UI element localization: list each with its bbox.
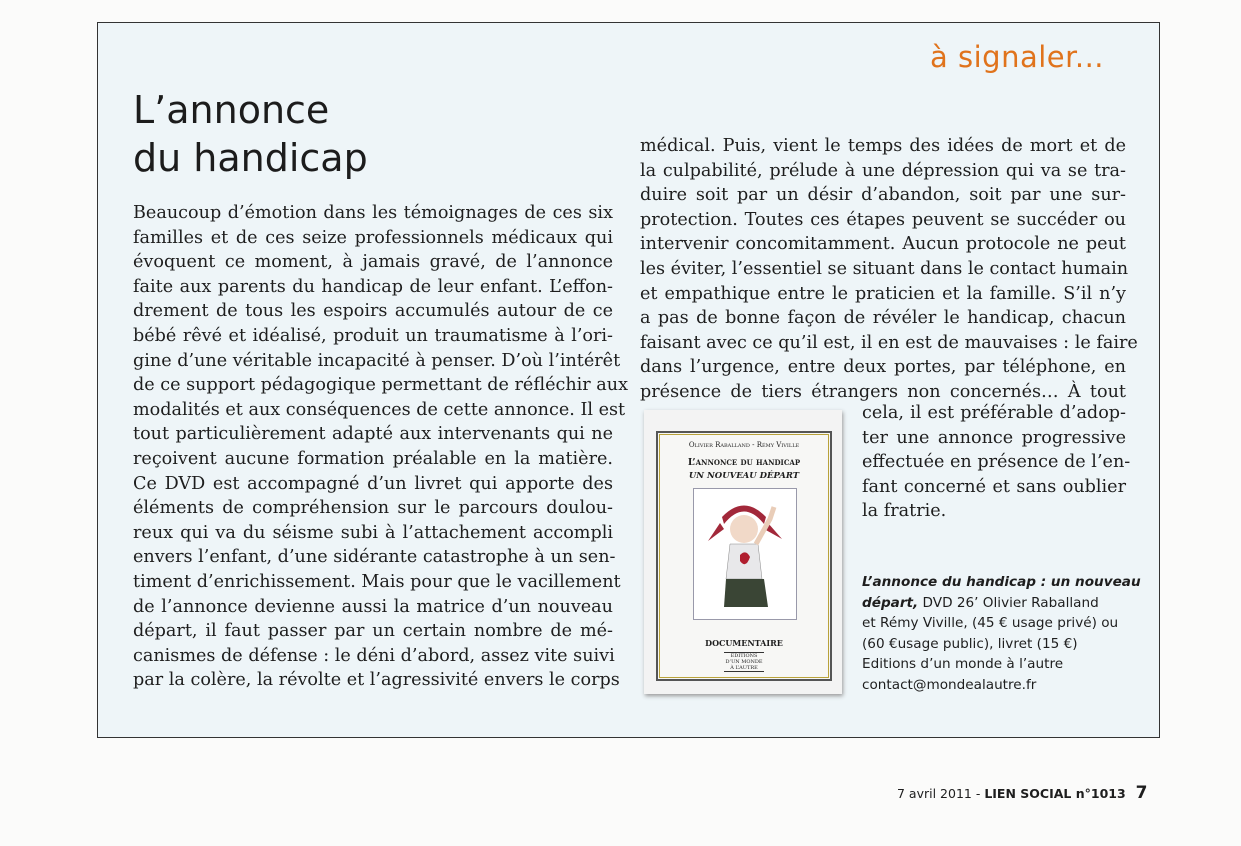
- issue-date: 7 avril 2011 -: [897, 786, 985, 801]
- caption-title: départ,: [862, 594, 919, 611]
- dvd-cover-image: [644, 410, 842, 694]
- cover-authors: Olivier Raballand - Rémy Viville: [688, 441, 800, 449]
- text-line: canismes de défense : le déni d’abord, assez vite suivi: [133, 645, 615, 666]
- page-number: 7: [1135, 783, 1148, 803]
- text-line: présence de tiers étrangers non concernés… À tout: [640, 381, 1126, 402]
- section-kicker: à signaler...: [930, 40, 1105, 74]
- text-line: faite aux parents du handicap de leur enfant. L’effon-: [133, 276, 613, 297]
- text-line: modalités et aux conséquences de cette annonce. Il est: [133, 399, 626, 420]
- caption-text: (60 €usage public), livret (15 €): [862, 635, 1078, 652]
- title-line: L’annonce: [133, 88, 330, 132]
- text-line: les éviter, l’essentiel se situant dans le contact humain: [640, 258, 1129, 279]
- text-line: protection. Toutes ces étapes peuvent se succéder ou: [640, 209, 1126, 230]
- text-line: ter une annonce progressive: [862, 427, 1126, 448]
- page-footer: [897, 783, 1148, 803]
- text-line: cela, il est préférable d’adop-: [862, 403, 1126, 423]
- caption-text: DVD 26’ Olivier Raballand: [918, 594, 1099, 611]
- text-line: reçoivent aucune formation préalable en la matière.: [133, 448, 613, 469]
- text-line: intervenir concomitamment. Aucun protocole ne peut: [640, 234, 1126, 255]
- magazine-issue: LIEN SOCIAL n°1013: [984, 786, 1126, 801]
- cover-genre: DOCUMENTAIRE: [705, 638, 783, 648]
- cover-frame: [656, 431, 832, 681]
- text-line: Beaucoup d’émotion dans les témoignages de ces six: [133, 203, 613, 223]
- caption-text: et Rémy Viville, (45 € usage privé) ou: [862, 615, 1119, 631]
- cover-subtitle: UN NOUVEAU DÉPART: [688, 471, 800, 481]
- left-column: [133, 201, 629, 693]
- text-line: timent d’enrichissement. Mais pour que le vacillement: [133, 571, 621, 592]
- text-line: et empathique entre le praticien et la famille. S’il n’y: [640, 283, 1126, 304]
- text-line: faisant avec ce qu’il est, il en est de mauvaises : le faire: [640, 332, 1138, 353]
- text-line: médical. Puis, vient le temps des idées de mort et de: [640, 136, 1126, 156]
- right-column-wrap: [862, 401, 1131, 524]
- text-line: Ce DVD est accompagné d’un livret qui apporte des: [133, 473, 613, 494]
- text-line: évoquent ce moment, à jamais gravé, de l’annonce: [133, 252, 613, 273]
- text-line: drement de tous les espoirs accumulés autour de ce: [133, 301, 613, 322]
- text-line: envers l’enfant, d’une sidérante catastrophe à un sen-: [133, 547, 616, 568]
- text-line: duire soit par un désir d’abandon, soit par une sur-: [640, 185, 1126, 206]
- text-line: fant concerné et sans oublier: [862, 476, 1126, 497]
- text-line: éléments de compréhension sur le parcours doulou-: [133, 498, 613, 519]
- text-line: la fratrie.: [862, 501, 947, 522]
- cover-publisher-logo: EDITIONS D’UN MONDE À L’AUTRE: [725, 653, 763, 671]
- text-line: reux qui va du séisme subi à l’attachement accompli: [133, 522, 613, 543]
- text-line: familles et de ces seize professionnels médicaux qui: [133, 227, 613, 248]
- text-line: de ce support pédagogique permettant de réfléchir aux: [133, 375, 629, 396]
- text-line: dans l’urgence, entre deux portes, par téléphone, en: [640, 357, 1126, 378]
- caption-publisher: Editions d’un monde à l’autre: [862, 656, 1064, 672]
- caption-title: L’annonce du handicap : un nouveau: [862, 574, 1141, 590]
- caption-contact-email: contact@mondealautre.fr: [862, 676, 1037, 693]
- text-line: tout particulièrement adapté aux intervenants qui ne: [133, 424, 613, 445]
- title-line: du handicap: [133, 136, 368, 180]
- cover-title: L’annonce du handicap: [687, 457, 801, 468]
- right-column: [640, 134, 1138, 405]
- text-line: départ, il faut passer par un certain nombre de mé-: [133, 621, 613, 642]
- text-line: de l’annonce devienne aussi la matrice d’un nouveau: [133, 596, 613, 617]
- text-line: bébé rêvé et idéalisé, produit un traumatisme à l’ori-: [133, 325, 613, 346]
- article-title: [133, 86, 368, 182]
- text-line: gine d’une véritable incapacité à penser. D’où l’intérêt: [133, 350, 621, 371]
- text-line: par la colère, la révolte et l’agressivité envers le corps: [133, 670, 620, 691]
- cover-illustration: [693, 488, 797, 620]
- dvd-caption: [862, 572, 1141, 695]
- text-line: la culpabilité, prélude à une dépression qui va se tra-: [640, 160, 1126, 181]
- text-line: effectuée en présence de l’en-: [862, 452, 1131, 473]
- text-line: a pas de bonne façon de révéler le handicap, chacun: [640, 308, 1126, 329]
